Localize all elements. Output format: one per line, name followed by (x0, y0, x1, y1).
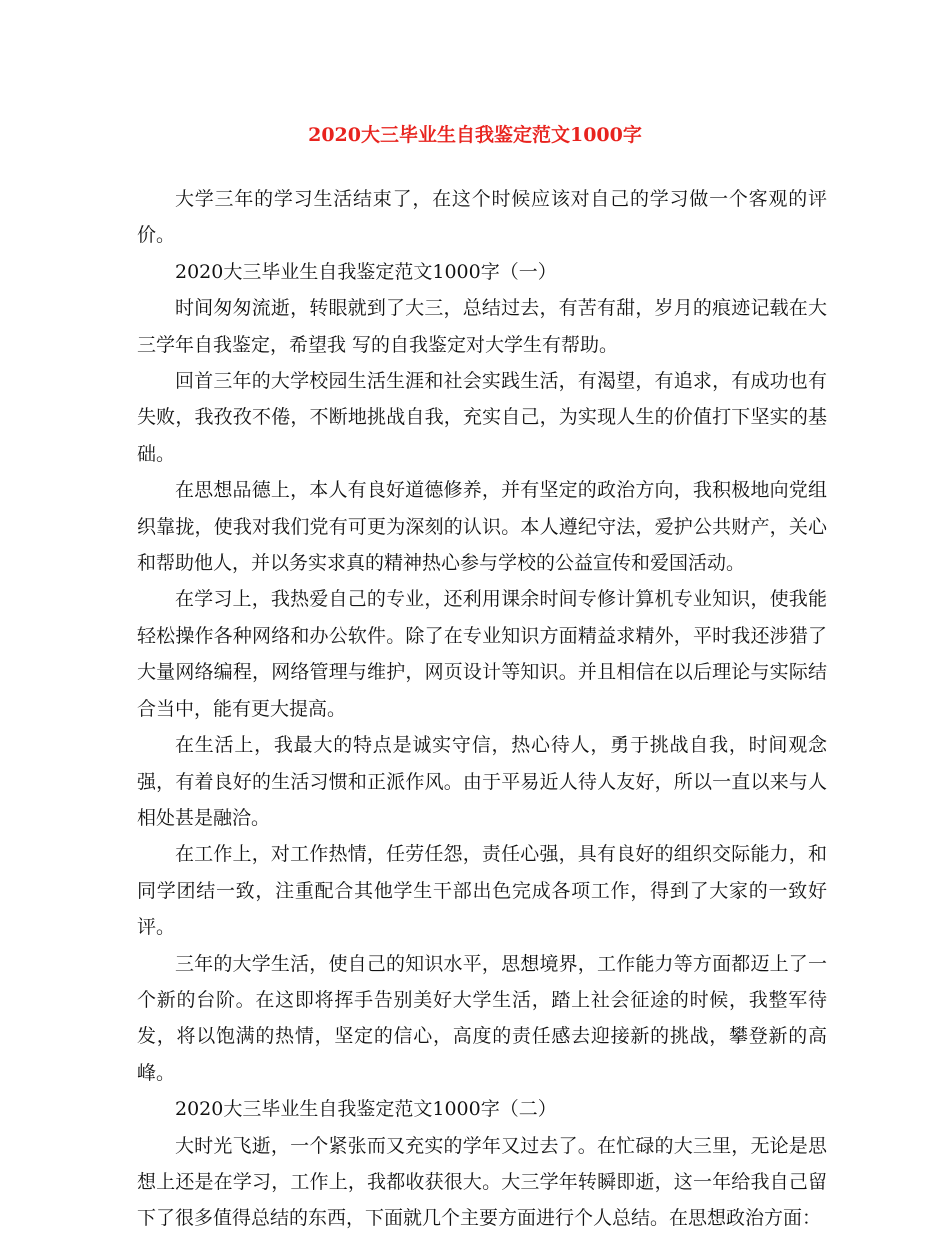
paragraph: 时间匆匆流逝，转眼就到了大三，总结过去，有苦有甜，岁月的痕迹记载在大三学年自我鉴定，希望我 写的自我鉴定对大学生有帮助。 (137, 297, 827, 356)
section-heading-one: 2020大三毕业生自我鉴定范文1000字（一） (175, 260, 557, 283)
paragraph-intro: 大学三年的学习生活结束了，在这个时候应该对自己的学习做一个客观的评价。 (137, 188, 827, 247)
paragraph: 在生活上，我最大的特点是诚实守信，热心待人，勇于挑战自我，时间观念强，有着良好的生活习惯和正派作风。由于平易近人待人友好，所以一直以来与人相处甚是融洽。 (137, 734, 827, 829)
paragraph: 在工作上，对工作热情，任劳任怨，责任心强，具有良好的组织交际能力，和同学团结一致，注重配合其他学生干部出色完成各项工作，得到了大家的一致好评。 (137, 843, 827, 939)
paragraph: 大时光飞逝，一个紧张而又充实的学年又过去了。在忙碌的大三里，无论是思想上还是在学习，工作上，我都收获很大。大三学年转瞬即逝，这一年给我自己留下了很多值得总结的东西，下面就几个主要方面进行个人总结。在思想政治方面： (137, 1134, 827, 1230)
section-heading-two: 2020大三毕业生自我鉴定范文1000字（二） (175, 1098, 557, 1121)
document-title: 2020大三毕业生自我鉴定范文1000字 (308, 124, 642, 146)
paragraph: 在思想品德上，本人有良好道德修养，并有坚定的政治方向，我积极地向党组织靠拢，使我对我们党有可更为深刻的认识。本人遵纪守法，爱护公共财产，关心和帮助他人，并以务实求真的精神热心参与学校的公益宣传和爱国活动。 (137, 479, 827, 575)
document-body (137, 181, 827, 1237)
paragraph: 在学习上，我热爱自己的专业，还利用课余时间专修计算机专业知识，使我能轻松操作各种网络和办公软件。除了在专业知识方面精益求精外，平时我还涉猎了大量网络编程，网络管理与维护，网页设计等知识。并且相信在以后理论与实际结合当中，能有更大提高。 (137, 588, 827, 720)
paragraph: 回首三年的大学校园生活生涯和社会实践生活，有渴望，有追求，有成功也有失败，我孜孜不倦，不断地挑战自我，充实自己，为实现人生的价值打下坚实的基础。 (137, 370, 827, 465)
paragraph: 三年的大学生活，使自己的知识水平，思想境界，工作能力等方面都迈上了一个新的台阶。在这即将挥手告别美好大学生活，踏上社会征途的时候，我整军待发，将以饱满的热情，坚定的信心，高度的责任感去迎接新的挑战，攀登新的高峰。 (137, 952, 827, 1084)
